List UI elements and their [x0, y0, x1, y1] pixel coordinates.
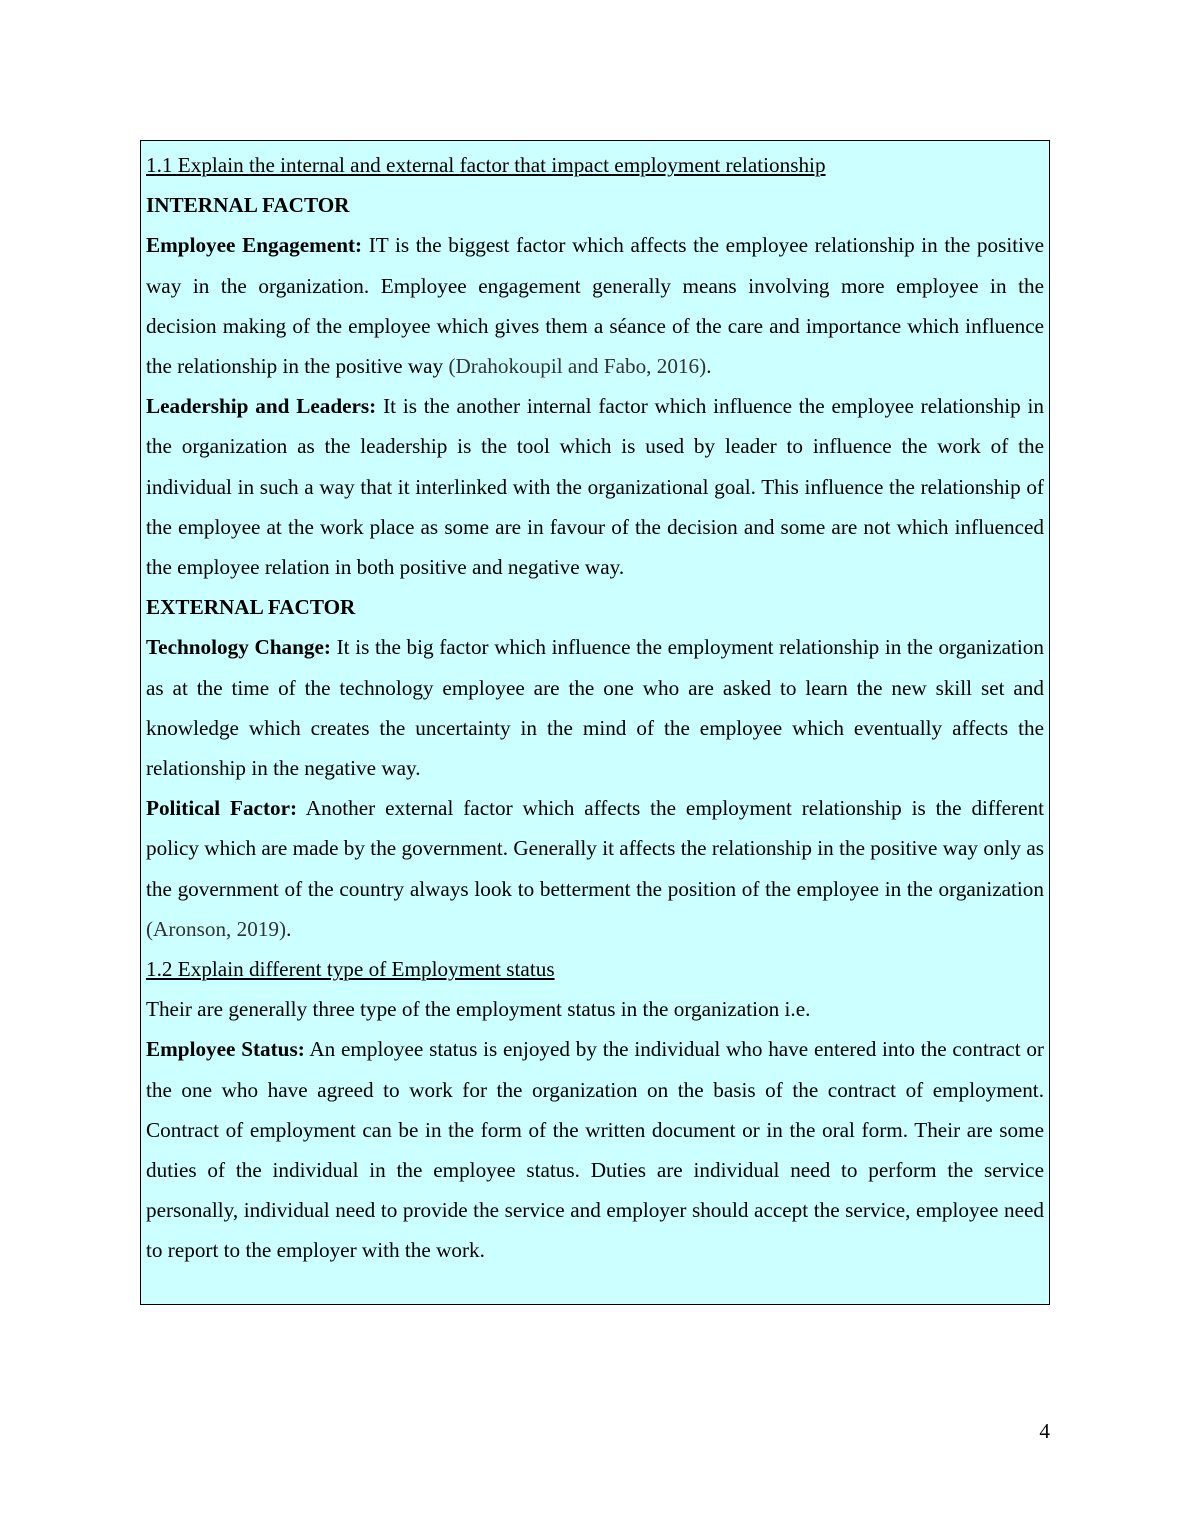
citation: (Drahokoupil and Fabo, 2016): [448, 354, 707, 379]
paragraph-employee-engagement: [146, 225, 1044, 386]
paragraph-technology-change: [146, 627, 1044, 788]
paragraph-label: Technology Change:: [146, 635, 331, 660]
external-factor-title: EXTERNAL FACTOR: [146, 595, 356, 620]
paragraph-text: It is the big factor which influence the employment relationship in the organization as at the time of the technology employee are the one who are asked to learn the new skill set and knowledge which creates the uncertainty in the mind of the employee which eventually affects the relationship in the negative way.: [146, 635, 1044, 781]
paragraph-label: Leadership and Leaders:: [146, 394, 377, 419]
paragraph-text: IT is the biggest factor which affects the employee relationship in the positive way in the organization. Employee engagement generally means involving more employee in the decision making of the employee which gives them a séance of the care and importance which influence the relationship in the positive way: [146, 233, 1044, 379]
paragraph-label: Employee Status:: [146, 1037, 305, 1062]
section-heading-1-1: 1.1 Explain the internal and external factor that impact employment relationship: [146, 153, 826, 177]
employment-status-intro: Their are generally three type of the employment status in the organization i.e.: [146, 997, 811, 1022]
internal-factor-title: INTERNAL FACTOR: [146, 193, 350, 218]
paragraph-label: Employee Engagement:: [146, 233, 363, 258]
paragraph-text: It is the another internal factor which influence the employee relationship in the organization as the leadership is the tool which is used by leader to influence the work of the individual in such a way that it interlinked with the organizational goal. This influence the relationship of the employee at the work place as some are in favour of the decision and some are not which influenced the employee relation in both positive and negative way.: [146, 394, 1044, 580]
section-heading-1-2: 1.2 Explain different type of Employment status: [146, 957, 555, 982]
content-box: [140, 140, 1050, 1305]
page-number: 4: [1039, 1419, 1050, 1443]
paragraph-text: Another external factor which affects the employment relationship is the different policy which are made by the government. Generally it affects the relationship in the positive way only as the government of the country always look to betterment the position of the employee in the organization: [146, 796, 1044, 901]
paragraph-text: An employee status is enjoyed by the individual who have entered into the contract or the one who have agreed to work for the organization on the basis of the contract of employment. Contract of employment can be in the form of the written document or in the oral form. Their are some duties of the individual in the employee status. Duties are individual need to perform the service personally, individual need to provide the service and employer should accept the service, employee need to report to the employer with the work.: [146, 1037, 1044, 1263]
paragraph-label: Political Factor:: [146, 796, 298, 821]
paragraph-leadership: [146, 386, 1044, 587]
paragraph-end: .: [286, 916, 292, 941]
paragraph-political-factor: [146, 788, 1044, 949]
paragraph-end: .: [706, 354, 712, 379]
paragraph-employee-status: [146, 1029, 1044, 1270]
citation: (Aronson, 2019): [146, 916, 287, 941]
